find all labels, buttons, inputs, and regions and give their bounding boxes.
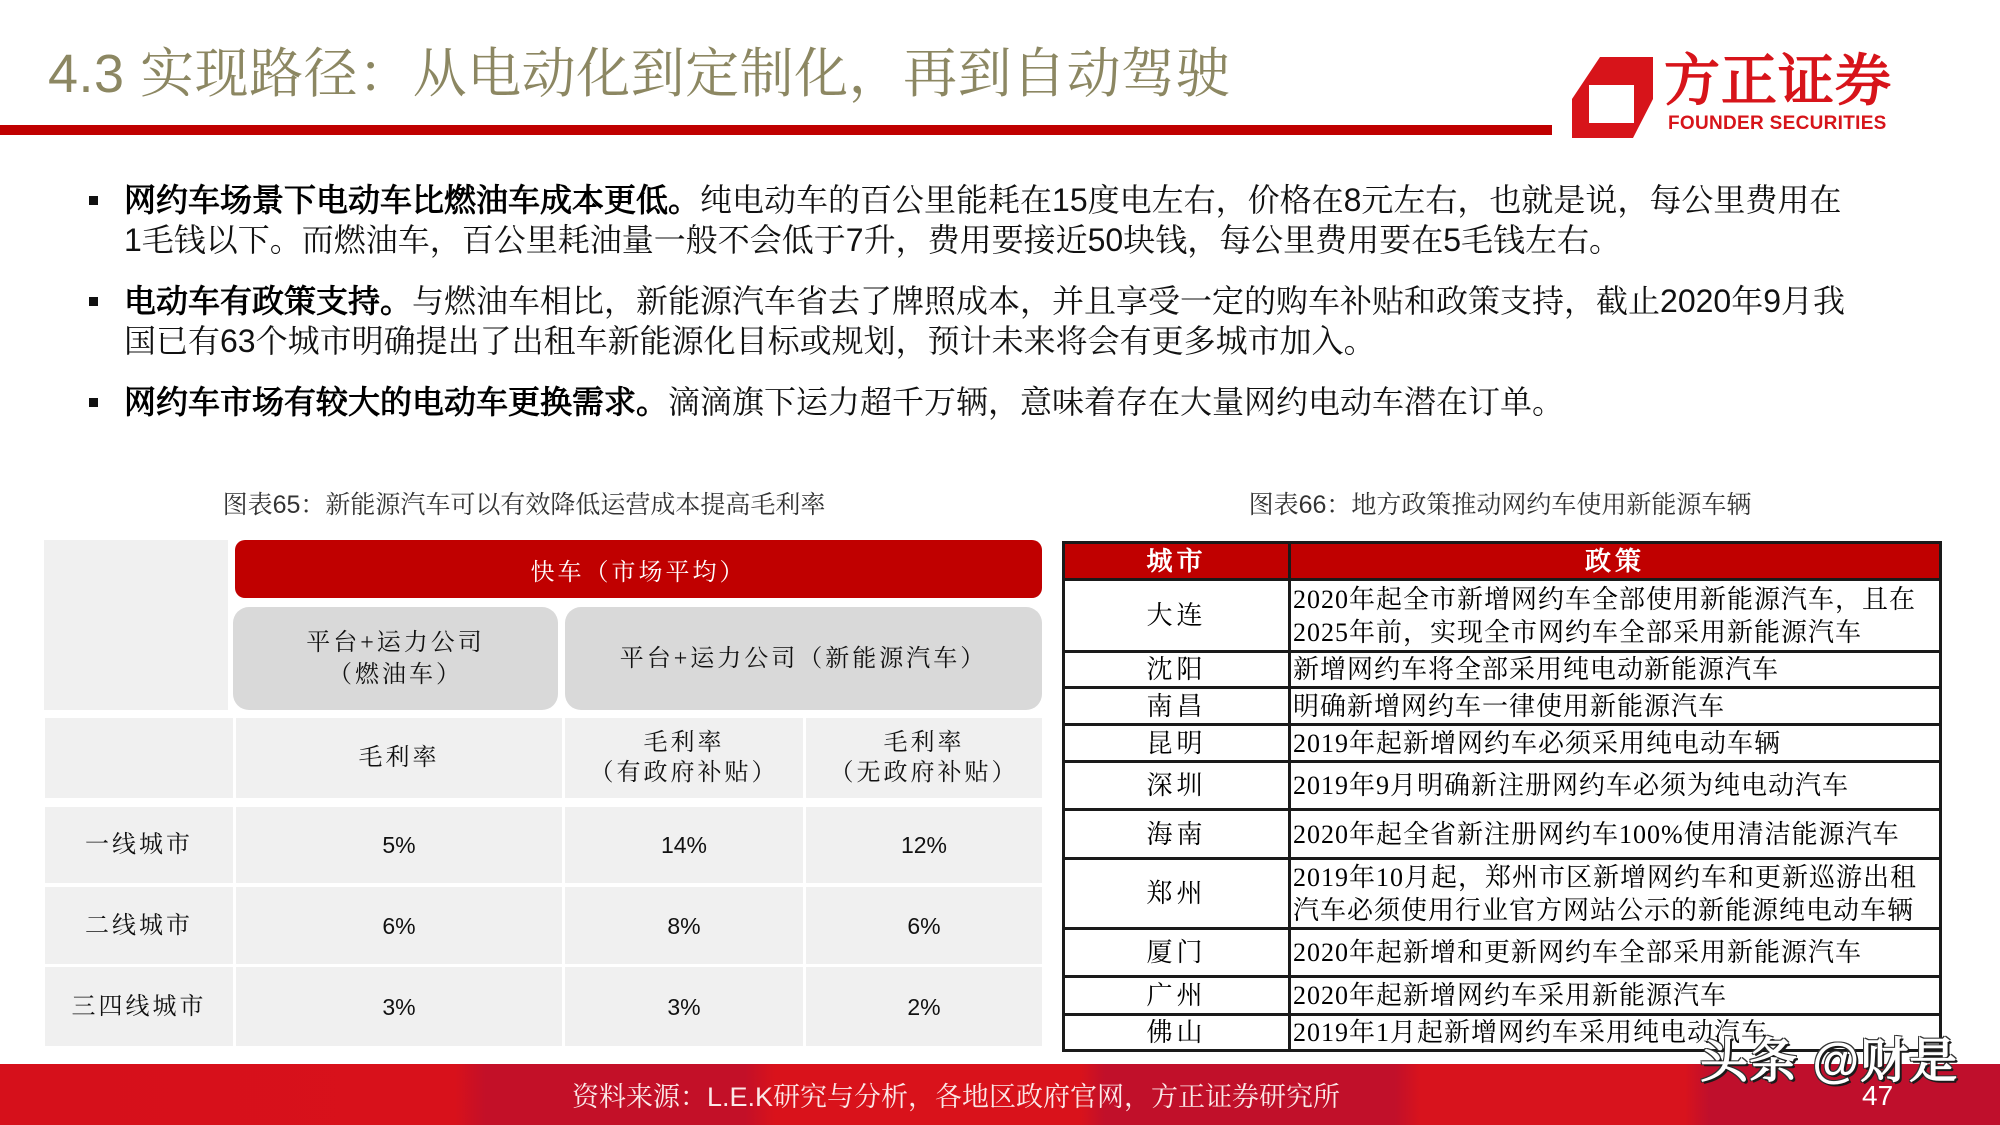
footer-source-note: 资料来源：L.E.K研究与分析，各地区政府官网，方正证券研究所 bbox=[572, 1082, 1341, 1112]
column-header-line: 毛利率 bbox=[643, 730, 725, 756]
bullet-lead: 网约车场景下电动车比燃油车成本更低。 bbox=[124, 182, 701, 218]
city-cell: 佛山 bbox=[1064, 1015, 1290, 1051]
table-65-subgroup-fuel bbox=[233, 607, 558, 710]
table-row bbox=[1064, 688, 1941, 725]
policy-cell: 2019年1月起新增网约车采用纯电动汽车 bbox=[1290, 1015, 1941, 1051]
city-cell: 海南 bbox=[1064, 810, 1290, 859]
column-header-policy: 政策 bbox=[1290, 543, 1941, 580]
row-label: 一线城市 bbox=[45, 807, 233, 883]
table-65-empty-header-cell bbox=[45, 718, 233, 798]
slide-title: 4.3 实现路径：从电动化到定制化，再到自动驾驶 bbox=[48, 44, 1231, 104]
square-bullet-icon bbox=[89, 398, 98, 407]
bullet-body: 与燃油车相比，新能源汽车省去了牌照成本，并且享受一定的购车补贴和政策支持，截止2020年9月我国已有63个城市明确提出了出租车新能源化目标或规划，预计未来将会有更多城市加入。 bbox=[124, 283, 1846, 359]
bullet-list bbox=[89, 180, 1859, 443]
policy-cell: 2020年起新增网约车采用新能源汽车 bbox=[1290, 977, 1941, 1015]
subgroup-line: 平台+运力公司 bbox=[306, 629, 485, 656]
subgroup-line: 平台+运力公司（新能源汽车） bbox=[619, 645, 988, 672]
bullet-item bbox=[89, 382, 1859, 422]
figure-66-caption: 图表66：地方政策推动网约车使用新能源车辆 bbox=[1248, 491, 1752, 519]
policy-cell: 2019年起新增网约车必须采用纯电动车辆 bbox=[1290, 725, 1941, 762]
city-cell: 沈阳 bbox=[1064, 652, 1290, 688]
policy-cell: 2020年起全省新注册网约车100%使用清洁能源汽车 bbox=[1290, 810, 1941, 859]
table-row bbox=[1064, 859, 1941, 929]
table-row bbox=[1064, 725, 1941, 762]
value-cell: 6% bbox=[806, 887, 1042, 964]
table-row bbox=[1064, 762, 1941, 810]
value-cell: 12% bbox=[806, 807, 1042, 883]
logo-name-en: FOUNDER SECURITIES bbox=[1668, 113, 1887, 134]
bullet-body: 滴滴旗下运力超千万辆，意味着存在大量网约电动车潜在订单。 bbox=[668, 384, 1565, 420]
row-label: 三四线城市 bbox=[45, 967, 233, 1046]
bullet-lead: 网约车市场有较大的电动车更换需求。 bbox=[124, 384, 669, 420]
square-bullet-icon bbox=[89, 196, 98, 205]
page-number: 47 bbox=[1862, 1080, 1894, 1111]
table-65-subgroup-nev bbox=[565, 607, 1042, 710]
column-header-line: （无政府补贴） bbox=[829, 760, 1019, 786]
value-cell: 5% bbox=[236, 807, 562, 883]
table-65-column-header bbox=[806, 718, 1042, 798]
table-row bbox=[1064, 929, 1941, 977]
column-header-line: （有政府补贴） bbox=[589, 760, 779, 786]
table-65-corner-cell bbox=[44, 540, 228, 710]
table-row bbox=[1064, 652, 1941, 688]
policy-cell: 新增网约车将全部采用纯电动新能源汽车 bbox=[1290, 652, 1941, 688]
city-cell: 昆明 bbox=[1064, 725, 1290, 762]
table-65-row bbox=[45, 967, 1042, 1046]
city-cell: 厦门 bbox=[1064, 929, 1290, 977]
bullet-item bbox=[89, 180, 1859, 260]
city-cell: 郑州 bbox=[1064, 859, 1290, 929]
table-66-header-row bbox=[1064, 543, 1941, 580]
value-cell: 3% bbox=[565, 967, 803, 1046]
subgroup-line: （燃油车） bbox=[328, 661, 463, 688]
table-row bbox=[1064, 580, 1941, 652]
column-header-line: 毛利率 bbox=[358, 745, 440, 771]
figure-65-caption: 图表65：新能源汽车可以有效降低运营成本提高毛利率 bbox=[222, 491, 826, 519]
value-cell: 2% bbox=[806, 967, 1042, 1046]
value-cell: 3% bbox=[236, 967, 562, 1046]
logo-name-cn: 方正证券 bbox=[1664, 49, 1892, 112]
bullet-body: 纯电动车的百公里能耗在15度电左右，价格在8元左右，也就是说，每公里费用在1毛钱以下。而燃油车，百公里耗油量一般不会低于7升，费用要接近50块钱，每公里费用要在5毛钱左右。 bbox=[124, 182, 1842, 258]
square-bullet-icon bbox=[89, 297, 98, 306]
table-65-column-header bbox=[236, 718, 562, 798]
value-cell: 14% bbox=[565, 807, 803, 883]
table-65-row bbox=[45, 887, 1042, 964]
table-66-city-policies bbox=[1062, 541, 1942, 1052]
policy-cell: 明确新增网约车一律使用新能源汽车 bbox=[1290, 688, 1941, 725]
city-cell: 南昌 bbox=[1064, 688, 1290, 725]
city-cell: 深圳 bbox=[1064, 762, 1290, 810]
bullet-item bbox=[89, 281, 1859, 361]
table-65-column-header-row bbox=[45, 718, 1042, 798]
row-label: 二线城市 bbox=[45, 887, 233, 964]
table-65-row bbox=[45, 807, 1042, 883]
policy-cell: 2020年起全市新增网约车全部使用新能源汽车，且在2025年前，实现全市网约车全部采用新能源汽车 bbox=[1290, 580, 1941, 652]
city-cell: 大连 bbox=[1064, 580, 1290, 652]
table-65-column-header bbox=[565, 718, 803, 798]
value-cell: 8% bbox=[565, 887, 803, 964]
column-header-line: 毛利率 bbox=[883, 730, 965, 756]
policy-cell: 2020年起新增和更新网约车全部采用新能源汽车 bbox=[1290, 929, 1941, 977]
title-underline-rule bbox=[0, 125, 1552, 135]
value-cell: 6% bbox=[236, 887, 562, 964]
table-row bbox=[1064, 810, 1941, 859]
bullet-lead: 电动车有政策支持。 bbox=[124, 283, 413, 319]
founder-logo-icon bbox=[1572, 57, 1653, 138]
table-65-group-header: 快车（市场平均） bbox=[235, 540, 1042, 598]
city-cell: 广州 bbox=[1064, 977, 1290, 1015]
table-row bbox=[1064, 977, 1941, 1015]
watermark-text: 头条 @财是 bbox=[1700, 1035, 1959, 1088]
policy-cell: 2019年9月明确新注册网约车必须为纯电动汽车 bbox=[1290, 762, 1941, 810]
column-header-city: 城市 bbox=[1064, 543, 1290, 580]
policy-cell: 2019年10月起，郑州市区新增网约车和更新巡游出租汽车必须使用行业官方网站公示的新能源纯电动车辆 bbox=[1290, 859, 1941, 929]
